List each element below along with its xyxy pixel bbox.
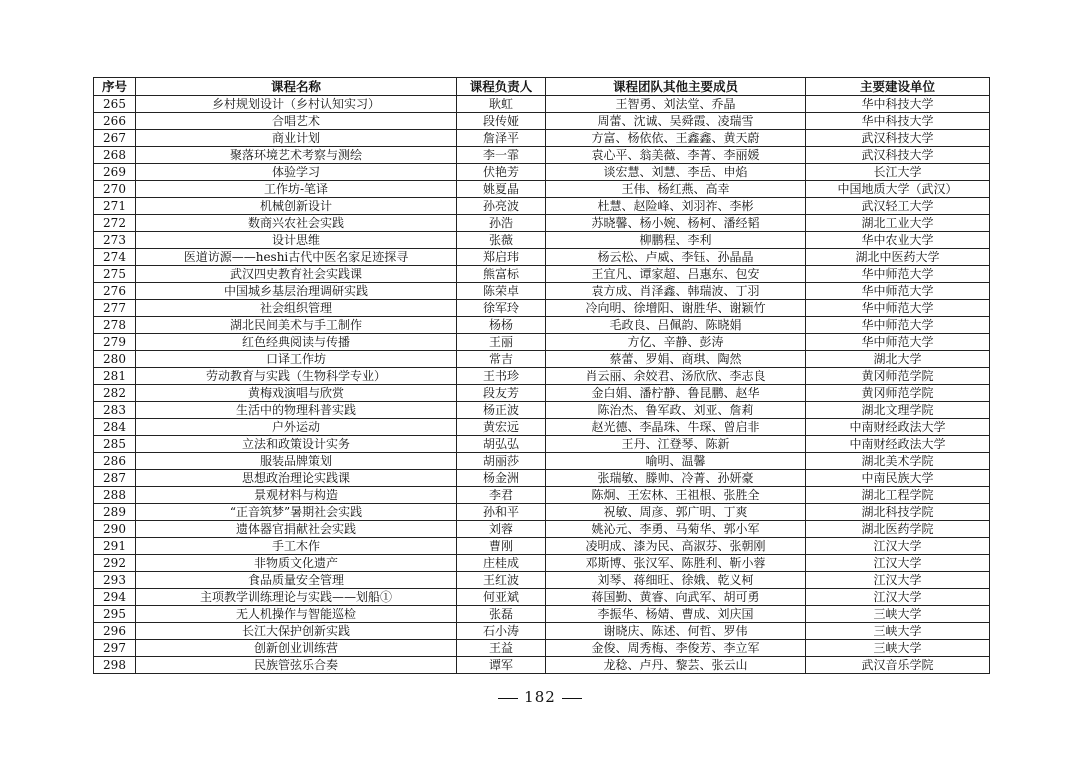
cell-course-lead: 孙和平 xyxy=(457,504,546,521)
cell-index: 283 xyxy=(94,402,136,419)
cell-course-name: 立法和政策设计实务 xyxy=(136,436,457,453)
cell-index: 269 xyxy=(94,164,136,181)
cell-course-lead: 谭军 xyxy=(457,657,546,674)
cell-course-name: 食品质量安全管理 xyxy=(136,572,457,589)
cell-course-name: 户外运动 xyxy=(136,419,457,436)
header-course-name: 课程名称 xyxy=(136,78,457,96)
cell-course-name: 黄梅戏演唱与欣赏 xyxy=(136,385,457,402)
cell-team-members: 金白娟、潘柠静、鲁昆鹏、赵华 xyxy=(546,385,806,402)
cell-course-lead: 刘蓉 xyxy=(457,521,546,538)
cell-course-lead: 段传娅 xyxy=(457,113,546,130)
cell-course-lead: 王书珍 xyxy=(457,368,546,385)
cell-index: 287 xyxy=(94,470,136,487)
cell-institution: 华中师范大学 xyxy=(806,300,990,317)
cell-team-members: 陈治杰、鲁军政、刘亚、詹莉 xyxy=(546,402,806,419)
table-row xyxy=(94,249,990,266)
cell-institution: 中南财经政法大学 xyxy=(806,419,990,436)
cell-team-members: 袁心平、翁美薇、李菁、李丽媛 xyxy=(546,147,806,164)
cell-index: 275 xyxy=(94,266,136,283)
cell-index: 293 xyxy=(94,572,136,589)
cell-index: 297 xyxy=(94,640,136,657)
cell-course-lead: 胡丽莎 xyxy=(457,453,546,470)
cell-course-lead: 王益 xyxy=(457,640,546,657)
cell-course-lead: 黄宏远 xyxy=(457,419,546,436)
table-row xyxy=(94,317,990,334)
cell-course-name: 思想政治理论实践课 xyxy=(136,470,457,487)
cell-course-lead: 杨杨 xyxy=(457,317,546,334)
cell-course-name: 主项教学训练理论与实践——划船① xyxy=(136,589,457,606)
cell-team-members: 喻明、温馨 xyxy=(546,453,806,470)
cell-institution: 江汉大学 xyxy=(806,538,990,555)
cell-institution: 华中科技大学 xyxy=(806,113,990,130)
table-row xyxy=(94,147,990,164)
cell-course-lead: 李君 xyxy=(457,487,546,504)
cell-team-members: 毛政良、吕佩韵、陈晓娟 xyxy=(546,317,806,334)
cell-institution: 湖北科技学院 xyxy=(806,504,990,521)
cell-course-name: 劳动教育与实践（生物科学专业） xyxy=(136,368,457,385)
cell-index: 270 xyxy=(94,181,136,198)
table-header-row xyxy=(94,78,990,96)
cell-course-lead: 徐军玲 xyxy=(457,300,546,317)
table-row xyxy=(94,334,990,351)
cell-course-name: 聚落环境艺术考察与测绘 xyxy=(136,147,457,164)
cell-course-name: 合唱艺术 xyxy=(136,113,457,130)
cell-team-members: 陈炯、王宏林、王祖根、张胜全 xyxy=(546,487,806,504)
cell-team-members: 杨云松、卢威、李钰、孙晶晶 xyxy=(546,249,806,266)
cell-course-name: 设计思维 xyxy=(136,232,457,249)
cell-course-name: 体验学习 xyxy=(136,164,457,181)
table-row xyxy=(94,623,990,640)
table-row xyxy=(94,504,990,521)
cell-team-members: 蒋国勤、黄睿、向武军、胡可勇 xyxy=(546,589,806,606)
cell-course-lead: 常吉 xyxy=(457,351,546,368)
cell-index: 272 xyxy=(94,215,136,232)
table-row xyxy=(94,589,990,606)
table-row xyxy=(94,368,990,385)
header-institution: 主要建设单位 xyxy=(806,78,990,96)
cell-course-lead: 耿虹 xyxy=(457,96,546,113)
cell-course-lead: 何亚斌 xyxy=(457,589,546,606)
cell-institution: 黄冈师范学院 xyxy=(806,368,990,385)
cell-index: 279 xyxy=(94,334,136,351)
cell-institution: 武汉音乐学院 xyxy=(806,657,990,674)
cell-team-members: 王智勇、刘法堂、乔晶 xyxy=(546,96,806,113)
cell-index: 274 xyxy=(94,249,136,266)
table-row xyxy=(94,487,990,504)
table-row xyxy=(94,181,990,198)
cell-course-name: 民族管弦乐合奏 xyxy=(136,657,457,674)
cell-team-members: 方亿、辛静、彭涛 xyxy=(546,334,806,351)
cell-index: 298 xyxy=(94,657,136,674)
footer-dash-right xyxy=(562,698,582,699)
cell-course-lead: 李一霏 xyxy=(457,147,546,164)
cell-institution: 中南财经政法大学 xyxy=(806,436,990,453)
cell-course-name: 乡村规划设计（乡村认知实习） xyxy=(136,96,457,113)
cell-institution: 三峡大学 xyxy=(806,640,990,657)
table-row xyxy=(94,385,990,402)
cell-institution: 湖北医药学院 xyxy=(806,521,990,538)
table-row xyxy=(94,283,990,300)
cell-team-members: 肖云丽、余姣君、汤欣欣、李志良 xyxy=(546,368,806,385)
cell-team-members: 谈宏慧、刘慧、李岳、申焰 xyxy=(546,164,806,181)
cell-course-lead: 胡弘弘 xyxy=(457,436,546,453)
cell-course-name: 生活中的物理科普实践 xyxy=(136,402,457,419)
cell-institution: 华中科技大学 xyxy=(806,96,990,113)
course-table xyxy=(93,77,990,674)
cell-institution: 武汉科技大学 xyxy=(806,147,990,164)
cell-index: 267 xyxy=(94,130,136,147)
cell-team-members: 李振华、杨婧、曹成、刘庆国 xyxy=(546,606,806,623)
cell-course-lead: 杨正波 xyxy=(457,402,546,419)
cell-index: 280 xyxy=(94,351,136,368)
table-row xyxy=(94,538,990,555)
cell-institution: 中国地质大学（武汉） xyxy=(806,181,990,198)
cell-course-name: “正音筑梦”暑期社会实践 xyxy=(136,504,457,521)
table-row xyxy=(94,164,990,181)
cell-team-members: 龙稔、卢丹、黎芸、张云山 xyxy=(546,657,806,674)
cell-course-lead: 熊富标 xyxy=(457,266,546,283)
cell-course-name: 社会组织管理 xyxy=(136,300,457,317)
cell-institution: 中南民族大学 xyxy=(806,470,990,487)
cell-institution: 长江大学 xyxy=(806,164,990,181)
cell-institution: 湖北中医药大学 xyxy=(806,249,990,266)
cell-course-lead: 曹刚 xyxy=(457,538,546,555)
cell-index: 286 xyxy=(94,453,136,470)
cell-course-lead: 王红波 xyxy=(457,572,546,589)
cell-institution: 三峡大学 xyxy=(806,623,990,640)
cell-index: 288 xyxy=(94,487,136,504)
cell-team-members: 凌明成、漆为民、高淑芬、张朝刚 xyxy=(546,538,806,555)
cell-institution: 华中农业大学 xyxy=(806,232,990,249)
cell-institution: 湖北大学 xyxy=(806,351,990,368)
cell-course-lead: 姚夏晶 xyxy=(457,181,546,198)
cell-institution: 江汉大学 xyxy=(806,589,990,606)
table-row xyxy=(94,572,990,589)
cell-team-members: 谢晓庆、陈述、何哲、罗伟 xyxy=(546,623,806,640)
cell-index: 266 xyxy=(94,113,136,130)
cell-course-name: 商业计划 xyxy=(136,130,457,147)
cell-index: 278 xyxy=(94,317,136,334)
cell-index: 294 xyxy=(94,589,136,606)
cell-team-members: 周蕾、沈诚、吴舜霞、凌瑞雪 xyxy=(546,113,806,130)
footer-dash-left xyxy=(498,698,518,699)
table-row xyxy=(94,130,990,147)
cell-index: 268 xyxy=(94,147,136,164)
header-index: 序号 xyxy=(94,78,136,96)
cell-course-lead: 孙浩 xyxy=(457,215,546,232)
cell-team-members: 苏晓馨、杨小婉、杨柯、潘经韬 xyxy=(546,215,806,232)
table-row xyxy=(94,402,990,419)
cell-course-lead: 杨金洲 xyxy=(457,470,546,487)
cell-course-lead: 段友芳 xyxy=(457,385,546,402)
table-row xyxy=(94,453,990,470)
table-row xyxy=(94,419,990,436)
cell-index: 277 xyxy=(94,300,136,317)
table-row xyxy=(94,96,990,113)
cell-team-members: 金俊、周秀梅、李俊芳、李立军 xyxy=(546,640,806,657)
cell-index: 282 xyxy=(94,385,136,402)
cell-institution: 湖北工业大学 xyxy=(806,215,990,232)
table-row xyxy=(94,606,990,623)
cell-index: 290 xyxy=(94,521,136,538)
cell-team-members: 王伟、杨红燕、高幸 xyxy=(546,181,806,198)
cell-index: 285 xyxy=(94,436,136,453)
cell-institution: 江汉大学 xyxy=(806,572,990,589)
table-row xyxy=(94,300,990,317)
table-row xyxy=(94,470,990,487)
cell-course-lead: 郑启玮 xyxy=(457,249,546,266)
cell-team-members: 柳鹏程、李利 xyxy=(546,232,806,249)
table-row xyxy=(94,640,990,657)
cell-course-name: 遗体器官捐献社会实践 xyxy=(136,521,457,538)
cell-course-lead: 张磊 xyxy=(457,606,546,623)
cell-course-lead: 陈荣卓 xyxy=(457,283,546,300)
cell-team-members: 冷向明、徐增阳、谢胜华、谢颖竹 xyxy=(546,300,806,317)
table-row xyxy=(94,215,990,232)
table-row xyxy=(94,555,990,572)
cell-team-members: 祝敏、周彦、郭广明、丁爽 xyxy=(546,504,806,521)
cell-course-lead: 庄桂成 xyxy=(457,555,546,572)
cell-index: 273 xyxy=(94,232,136,249)
cell-team-members: 邓斯博、张汉军、陈胜利、靳小蓉 xyxy=(546,555,806,572)
cell-institution: 湖北文理学院 xyxy=(806,402,990,419)
table-row xyxy=(94,351,990,368)
cell-index: 289 xyxy=(94,504,136,521)
table-row xyxy=(94,657,990,674)
cell-index: 292 xyxy=(94,555,136,572)
cell-course-name: 景观材料与构造 xyxy=(136,487,457,504)
cell-institution: 湖北工程学院 xyxy=(806,487,990,504)
cell-institution: 华中师范大学 xyxy=(806,317,990,334)
cell-course-name: 武汉四史教育社会实践课 xyxy=(136,266,457,283)
page-footer xyxy=(0,688,1080,706)
cell-course-name: 手工木作 xyxy=(136,538,457,555)
cell-team-members: 姚沁元、李勇、马菊华、郭小军 xyxy=(546,521,806,538)
cell-index: 295 xyxy=(94,606,136,623)
cell-index: 281 xyxy=(94,368,136,385)
cell-course-name: 湖北民间美术与手工制作 xyxy=(136,317,457,334)
cell-institution: 华中师范大学 xyxy=(806,283,990,300)
cell-team-members: 刘琴、蒋细旺、徐娥、乾义柯 xyxy=(546,572,806,589)
cell-course-lead: 王丽 xyxy=(457,334,546,351)
header-course-lead: 课程负责人 xyxy=(457,78,546,96)
cell-course-lead: 张薇 xyxy=(457,232,546,249)
cell-team-members: 张瑞敏、滕帅、冷菁、孙妍豪 xyxy=(546,470,806,487)
cell-index: 284 xyxy=(94,419,136,436)
cell-institution: 三峡大学 xyxy=(806,606,990,623)
table-row xyxy=(94,113,990,130)
cell-index: 276 xyxy=(94,283,136,300)
cell-course-name: 红色经典阅读与传播 xyxy=(136,334,457,351)
cell-course-lead: 孙亮波 xyxy=(457,198,546,215)
cell-team-members: 赵光德、李晶珠、牛琛、曾启非 xyxy=(546,419,806,436)
cell-team-members: 王丹、江登琴、陈新 xyxy=(546,436,806,453)
cell-course-name: 长江大保护创新实践 xyxy=(136,623,457,640)
cell-course-lead: 伏艳芳 xyxy=(457,164,546,181)
cell-index: 291 xyxy=(94,538,136,555)
table-row xyxy=(94,436,990,453)
cell-team-members: 方富、杨依依、王鑫鑫、黄天蔚 xyxy=(546,130,806,147)
cell-institution: 武汉轻工大学 xyxy=(806,198,990,215)
cell-course-name: 工作坊-笔译 xyxy=(136,181,457,198)
cell-team-members: 王宜凡、谭家超、吕惠东、包安 xyxy=(546,266,806,283)
table-row xyxy=(94,521,990,538)
cell-institution: 黄冈师范学院 xyxy=(806,385,990,402)
cell-course-name: 机械创新设计 xyxy=(136,198,457,215)
cell-course-name: 创新创业训练营 xyxy=(136,640,457,657)
cell-course-name: 中国城乡基层治理调研实践 xyxy=(136,283,457,300)
cell-course-name: 非物质文化遗产 xyxy=(136,555,457,572)
cell-institution: 湖北美术学院 xyxy=(806,453,990,470)
cell-index: 271 xyxy=(94,198,136,215)
table-body xyxy=(94,96,990,674)
cell-index: 265 xyxy=(94,96,136,113)
table-row xyxy=(94,232,990,249)
cell-institution: 江汉大学 xyxy=(806,555,990,572)
cell-course-name: 口译工作坊 xyxy=(136,351,457,368)
table-row xyxy=(94,198,990,215)
cell-course-lead: 石小涛 xyxy=(457,623,546,640)
cell-course-name: 无人机操作与智能巡检 xyxy=(136,606,457,623)
page-number: 182 xyxy=(524,688,556,706)
cell-team-members: 杜慧、赵险峰、刘羽祚、李彬 xyxy=(546,198,806,215)
cell-team-members: 袁方成、肖泽鑫、韩瑞波、丁羽 xyxy=(546,283,806,300)
cell-course-name: 服装品牌策划 xyxy=(136,453,457,470)
cell-course-name: 医道访源——heshi古代中医名家足迹探寻 xyxy=(136,249,457,266)
cell-institution: 华中师范大学 xyxy=(806,266,990,283)
header-team-members: 课程团队其他主要成员 xyxy=(546,78,806,96)
cell-course-name: 数商兴农社会实践 xyxy=(136,215,457,232)
table-row xyxy=(94,266,990,283)
cell-institution: 武汉科技大学 xyxy=(806,130,990,147)
cell-institution: 华中师范大学 xyxy=(806,334,990,351)
cell-course-lead: 詹泽平 xyxy=(457,130,546,147)
cell-team-members: 蔡蕾、罗娟、商琪、陶然 xyxy=(546,351,806,368)
cell-index: 296 xyxy=(94,623,136,640)
